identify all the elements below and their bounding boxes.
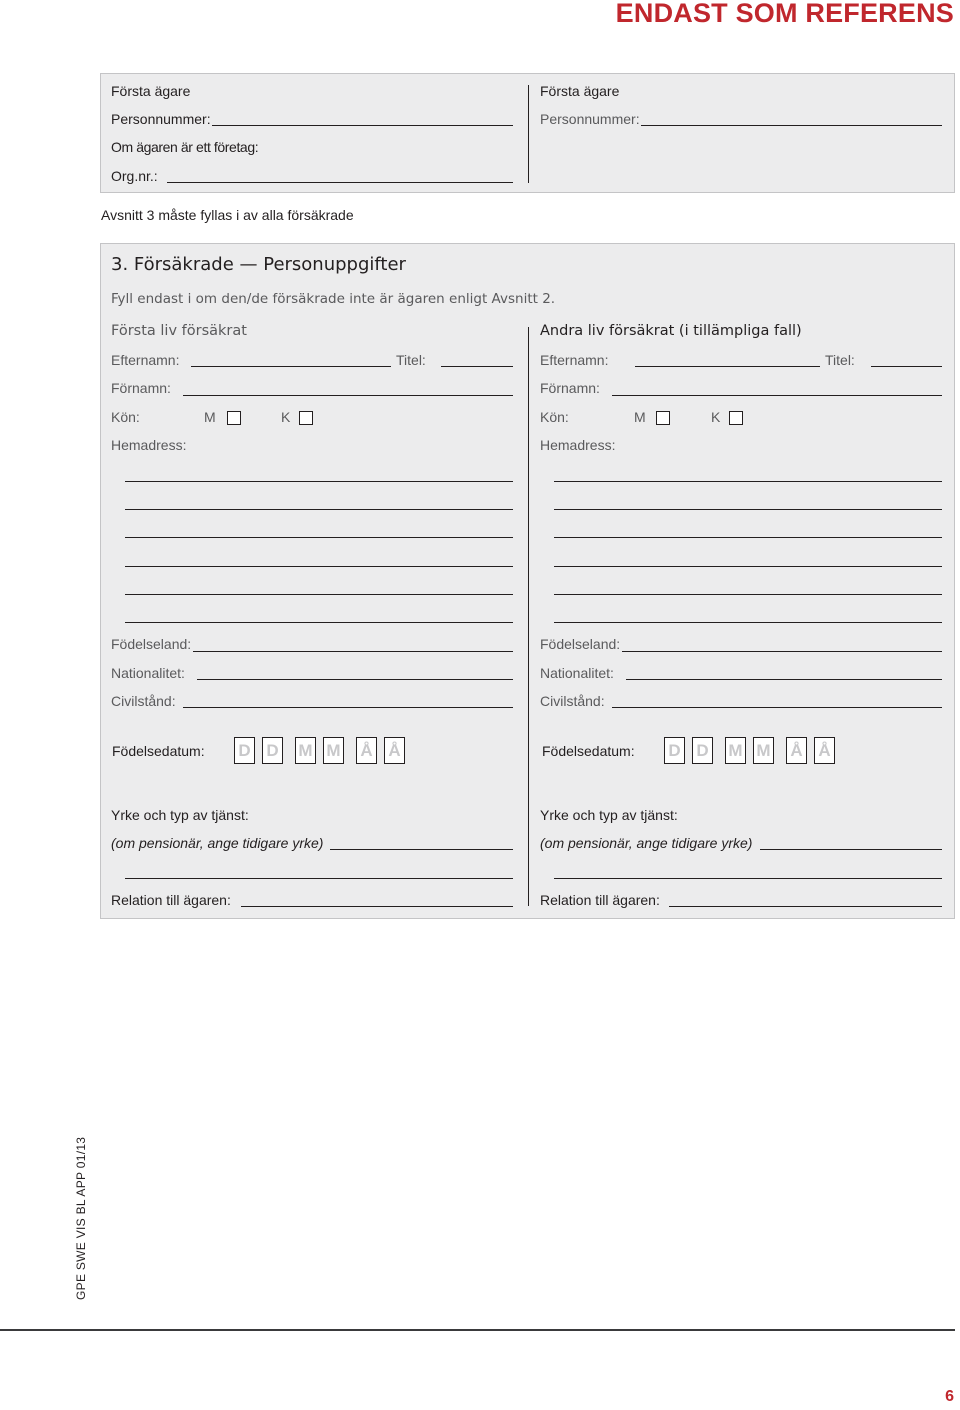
surname-field-2[interactable] (635, 366, 820, 367)
occupation-label: Yrke och typ av tjänst: (111, 807, 249, 823)
owners-panel (100, 73, 955, 193)
birthdate-month-1[interactable]: M (295, 737, 316, 764)
relation-field-2[interactable] (669, 906, 942, 907)
address-label: Hemadress: (111, 437, 187, 453)
title-field-2[interactable] (871, 366, 942, 367)
section3-divider (528, 327, 529, 906)
address-line-6[interactable] (125, 622, 513, 623)
firstname-field[interactable] (183, 395, 513, 396)
personnummer-field-2[interactable] (641, 125, 942, 126)
occupation-field-1[interactable] (330, 849, 513, 850)
first-insured-heading: Första liv försäkrat (111, 323, 247, 339)
gender-k-label: K (281, 409, 291, 425)
pension-note: (om pensionär, ange tidigare yrke) (111, 835, 324, 851)
relation-field[interactable] (241, 906, 513, 907)
address-line-1[interactable] (125, 481, 513, 482)
section3-title: 3. Försäkrade — Personuppgifter (111, 254, 406, 275)
section3-panel (100, 243, 955, 919)
address-line-4-2[interactable] (554, 566, 942, 567)
civil-status-label-2: Civilstånd: (540, 693, 605, 709)
column-divider (528, 85, 529, 183)
form-code: GPE SWE VIS BL APP 01/13 (74, 1136, 88, 1300)
address-label-2: Hemadress: (540, 437, 616, 453)
gender-m-checkbox-2[interactable] (656, 411, 670, 425)
gender-label-2: Kön: (540, 409, 569, 425)
birth-country-field-2[interactable] (622, 651, 942, 652)
birthdate-label: Födelsedatum: (112, 743, 205, 759)
gender-m-checkbox[interactable] (227, 411, 241, 425)
gender-m-label: M (204, 409, 216, 425)
footer-rule (0, 1329, 955, 1331)
birthdate-day-1[interactable]: D (234, 737, 255, 764)
second-insured-heading: Andra liv försäkrat (i tillämpliga fall) (540, 323, 802, 339)
birthdate-year-2-2[interactable]: Å (814, 737, 835, 764)
occupation-field-2-2[interactable] (554, 878, 942, 879)
surname-field[interactable] (191, 366, 391, 367)
relation-label: Relation till ägaren: (111, 892, 231, 908)
nationality-field-2[interactable] (626, 679, 942, 680)
gender-k-checkbox[interactable] (299, 411, 313, 425)
surname-label-2: Efternamn: (540, 352, 609, 368)
company-note: Om ägaren är ett företag: (111, 139, 259, 155)
address-line-1-2[interactable] (554, 481, 942, 482)
relation-label-2: Relation till ägaren: (540, 892, 660, 908)
birthdate-day-2-2[interactable]: D (692, 737, 713, 764)
occupation-field-2[interactable] (125, 878, 513, 879)
gender-k-label-2: K (711, 409, 721, 425)
title-label: Titel: (396, 352, 426, 368)
birthdate-year-2[interactable]: Å (384, 737, 405, 764)
firstname-field-2[interactable] (612, 395, 942, 396)
birthdate-year-1[interactable]: Å (356, 737, 377, 764)
birthdate-month-1-2[interactable]: M (725, 737, 746, 764)
orgnr-label: Org.nr.: (111, 168, 158, 184)
page-number: 6 (945, 1388, 954, 1405)
surname-label: Efternamn: (111, 352, 180, 368)
gender-k-checkbox-2[interactable] (729, 411, 743, 425)
first-owner-title: Första ägare (111, 83, 191, 99)
address-line-3[interactable] (125, 537, 513, 538)
birthdate-label-2: Födelsedatum: (542, 743, 635, 759)
address-line-3-2[interactable] (554, 537, 942, 538)
civil-status-field[interactable] (183, 707, 513, 708)
address-line-5-2[interactable] (554, 594, 942, 595)
birthdate-month-2[interactable]: M (323, 737, 344, 764)
firstname-label: Förnamn: (111, 380, 171, 396)
nationality-field[interactable] (197, 679, 513, 680)
section-notice: Avsnitt 3 måste fyllas i av alla försäkrade (101, 207, 354, 223)
pension-note-2: (om pensionär, ange tidigare yrke) (540, 835, 753, 851)
reference-only-banner: ENDAST SOM REFERENS (615, 0, 954, 28)
nationality-label: Nationalitet: (111, 665, 185, 681)
address-line-4[interactable] (125, 566, 513, 567)
birth-country-label: Födelseland: (111, 636, 192, 652)
birthdate-month-2-2[interactable]: M (753, 737, 774, 764)
personnummer-label-2: Personnummer: (540, 111, 640, 127)
title-field[interactable] (441, 366, 513, 367)
orgnr-field[interactable] (167, 182, 513, 183)
personnummer-field[interactable] (212, 125, 513, 126)
title-label-2: Titel: (825, 352, 855, 368)
address-line-5[interactable] (125, 594, 513, 595)
gender-m-label-2: M (634, 409, 646, 425)
address-line-6-2[interactable] (554, 622, 942, 623)
civil-status-field-2[interactable] (612, 707, 942, 708)
personnummer-label: Personnummer: (111, 111, 211, 127)
birthdate-year-1-2[interactable]: Å (786, 737, 807, 764)
birth-country-field[interactable] (193, 651, 513, 652)
birthdate-day-2[interactable]: D (262, 737, 283, 764)
address-line-2-2[interactable] (554, 509, 942, 510)
birth-country-label-2: Födelseland: (540, 636, 621, 652)
birthdate-day-1-2[interactable]: D (664, 737, 685, 764)
section3-instruction: Fyll endast i om den/de försäkrade inte är ägaren enligt Avsnitt 2. (111, 291, 556, 307)
civil-status-label: Civilstånd: (111, 693, 176, 709)
occupation-field-1-2[interactable] (760, 849, 942, 850)
firstname-label-2: Förnamn: (540, 380, 600, 396)
address-line-2[interactable] (125, 509, 513, 510)
gender-label: Kön: (111, 409, 140, 425)
first-owner-title-2: Första ägare (540, 83, 620, 99)
occupation-label-2: Yrke och typ av tjänst: (540, 807, 678, 823)
nationality-label-2: Nationalitet: (540, 665, 614, 681)
